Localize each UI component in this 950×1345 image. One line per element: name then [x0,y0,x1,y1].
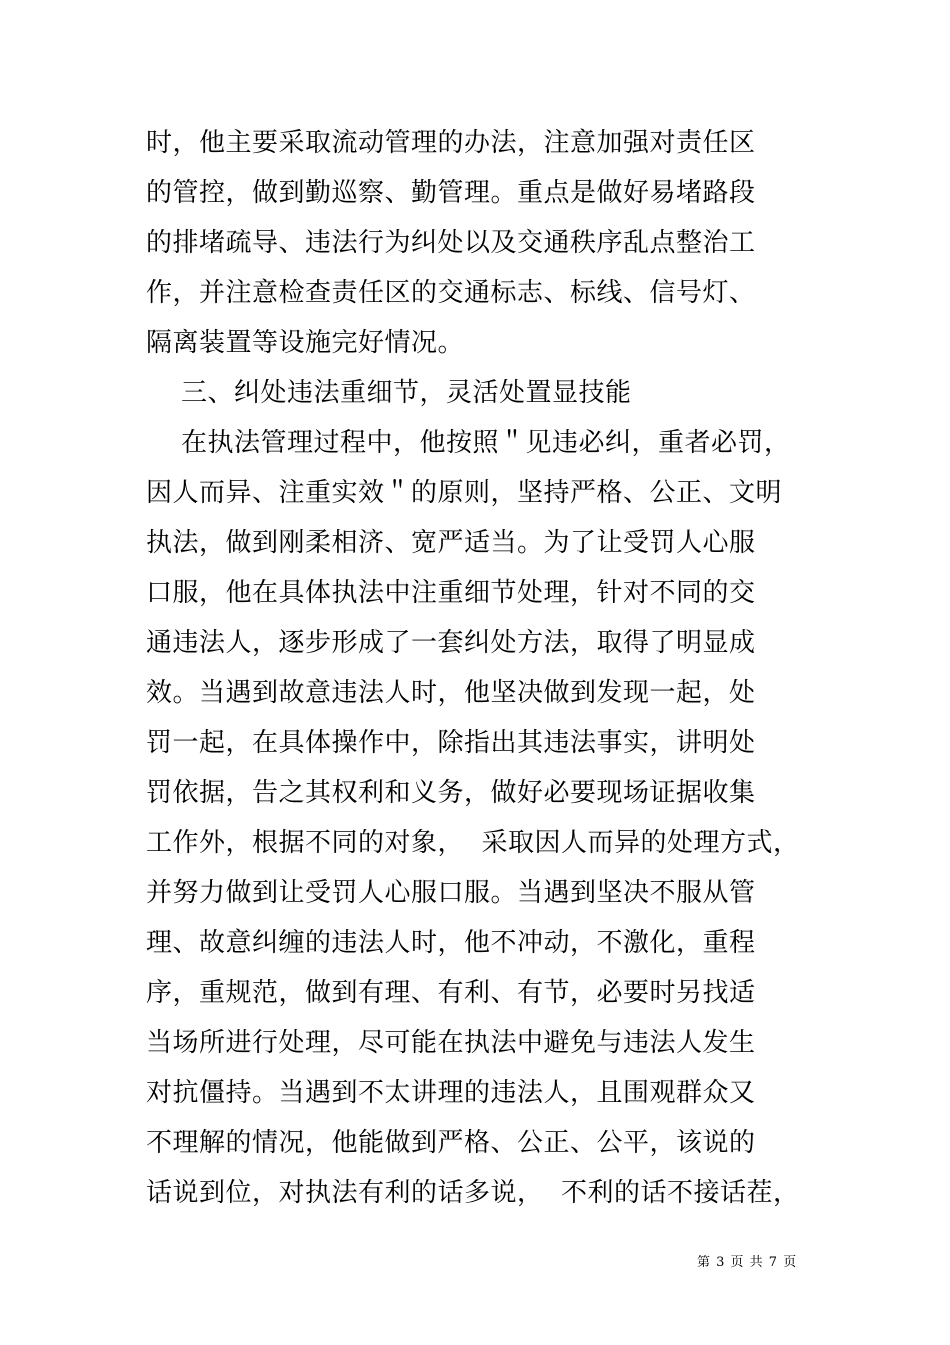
text-line: 对抗僵持。当遇到不太讲理的违法人，且围观群众又 [146,1078,756,1108]
text-line: 执法，做到刚柔相济、宽严适当。为了让受罚人心服 [146,528,756,558]
page-number-footer: 第 3 页 共 7 页 [697,1255,798,1270]
text-line: 口服，他在具体执法中注重细节处理，针对不同的交 [146,578,756,608]
text-line: 不理解的情况，他能做到严格、公正、公平，该说的 [146,1128,756,1158]
text-line: 作，并注意检查责任区的交通标志、标线、信号灯、 [146,278,756,308]
text-line: 的排堵疏导、违法行为纠处以及交通秩序乱点整治工 [146,228,756,258]
text-line: 罚一起，在具体操作中，除指出其违法事实，讲明处 [146,728,756,758]
text-line: 因人而异、注重实效＂的原则，坚持严格、公正、文明 [146,478,783,508]
text-line: 效。当遇到故意违法人时，他坚决做到发现一起，处 [146,678,756,708]
text-line: 时，他主要采取流动管理的办法，注意加强对责任区 [146,128,756,158]
text-line: 工作外，根据不同的对象， 采取因人而异的处理方式， [146,828,800,858]
text-line: 罚依据，告之其权利和义务，做好必要现场证据收集 [146,778,756,808]
text-line: 在执法管理过程中，他按照＂见违必纠，重者必罚， [146,428,791,458]
section-heading: 三、纠处违法重细节，灵活处置显技能 [146,378,632,408]
body-text [146,118,806,1218]
text-line: 通违法人，逐步形成了一套纠处方法，取得了明显成 [146,628,756,658]
text-line: 序，重规范，做到有理、有利、有节，必要时另找适 [146,978,756,1008]
text-line: 话说到位，对执法有利的话多说， 不利的话不接话茬， [146,1178,800,1208]
text-line: 并努力做到让受罚人心服口服。当遇到坚决不服从管 [146,878,756,908]
text-line: 的管控，做到勤巡察、勤管理。重点是做好易堵路段 [146,178,756,208]
text-line: 隔离装置等设施完好情况。 [146,328,465,358]
text-line: 理、故意纠缠的违法人时，他不冲动，不激化，重程 [146,928,756,958]
text-line: 当场所进行处理，尽可能在执法中避免与违法人发生 [146,1028,756,1058]
